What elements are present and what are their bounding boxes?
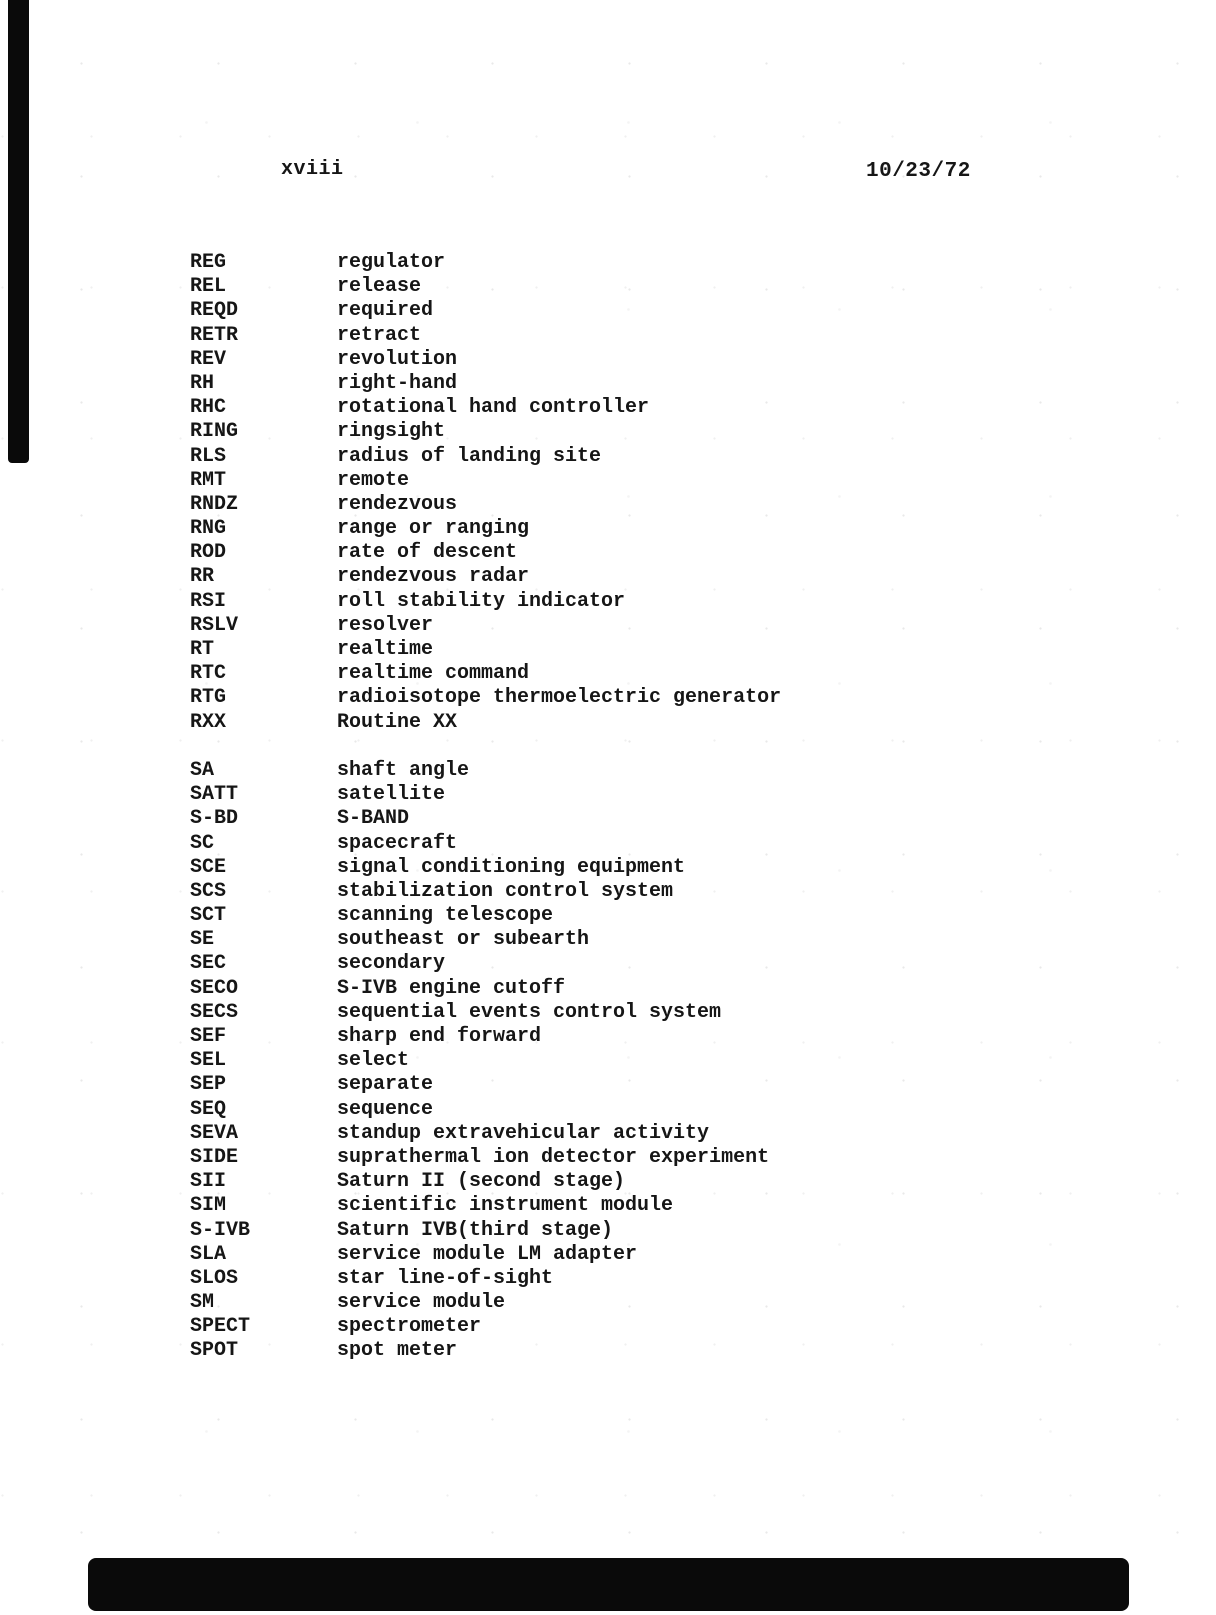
definition: southeast or subearth [337, 928, 590, 952]
abbreviation: RETR [190, 323, 239, 347]
glossary-row [190, 1194, 781, 1218]
definition: spot meter [337, 1339, 458, 1363]
glossary-row [190, 1315, 781, 1339]
abbreviation: RING [190, 420, 239, 444]
glossary-row [190, 1243, 781, 1267]
abbreviation: RH [190, 371, 215, 395]
abbreviation: RT [190, 638, 215, 661]
abbreviation: RLS [190, 444, 227, 468]
definition: select [337, 1049, 410, 1073]
definition: separate [337, 1073, 434, 1097]
glossary-row [190, 807, 781, 831]
abbreviation: SATT [190, 783, 239, 807]
glossary-row [190, 686, 781, 710]
definition: range or ranging [337, 517, 530, 541]
abbreviation: RSLV [190, 613, 239, 637]
definition: satellite [337, 783, 446, 807]
abbreviation: SIM [190, 1194, 227, 1218]
glossary-row [190, 348, 781, 372]
abbreviation: REL [190, 275, 227, 299]
definition: service module [337, 1291, 506, 1315]
definition: rendezvous radar [337, 565, 530, 589]
abbreviation: RXX [190, 710, 227, 734]
abbreviation: SECS [190, 1000, 239, 1024]
definition: rate of descent [337, 541, 518, 565]
abbreviation: SCS [190, 879, 227, 903]
glossary-row [190, 493, 781, 517]
abbreviation: REG [190, 251, 227, 274]
definition: standup extravehicular activity [337, 1121, 710, 1145]
definition: star line-of-sight [337, 1266, 554, 1290]
definition: S-BAND [337, 807, 410, 831]
definition: required [337, 299, 434, 323]
glossary-row [190, 469, 781, 493]
abbreviation: SEL [190, 1049, 227, 1073]
abbreviation: RSI [190, 589, 227, 613]
glossary-row [190, 517, 781, 541]
glossary-row [190, 977, 781, 1001]
abbreviation: RNG [190, 517, 227, 541]
glossary-row [190, 638, 781, 662]
abbreviation: RTC [190, 662, 227, 686]
abbreviation: RMT [190, 468, 227, 492]
definition: signal conditioning equipment [337, 855, 686, 879]
definition: realtime [337, 638, 434, 661]
definition: S-IVB engine cutoff [337, 976, 566, 1000]
glossary-row [190, 396, 781, 420]
definition: ringsight [337, 420, 446, 444]
glossary-row [190, 856, 781, 880]
glossary-row [190, 251, 781, 275]
glossary-row [190, 1001, 781, 1025]
definition: sequence [337, 1097, 434, 1121]
abbreviation: SCT [190, 904, 227, 928]
abbreviation: RHC [190, 396, 227, 420]
definition: Routine XX [337, 710, 458, 734]
definition: radius of landing site [337, 444, 602, 468]
glossary-row [190, 565, 781, 589]
glossary-row [190, 614, 781, 638]
glossary-row [190, 1073, 781, 1097]
definition: scanning telescope [337, 904, 554, 928]
abbreviation: SCE [190, 855, 227, 879]
definition: release [337, 275, 422, 299]
abbreviation: SC [190, 831, 215, 855]
page-number: xviii [281, 158, 344, 181]
glossary-row [190, 372, 781, 396]
glossary-row [190, 1170, 781, 1194]
glossary-row [190, 1219, 781, 1243]
glossary-row [190, 541, 781, 565]
definition: secondary [337, 952, 446, 976]
abbreviation: SPECT [190, 1315, 251, 1339]
definition: radioisotope thermoelectric generator [337, 686, 782, 710]
scan-artifact-bottom-bar [88, 1558, 1129, 1611]
definition: rendezvous [337, 492, 458, 516]
glossary-section-S [190, 759, 781, 1364]
definition: rotational hand controller [337, 396, 650, 420]
abbreviation: RNDZ [190, 492, 239, 516]
glossary-row [190, 759, 781, 783]
abbreviation: REV [190, 347, 227, 371]
abbreviation: RTG [190, 686, 227, 710]
glossary-row [190, 1339, 781, 1363]
glossary-row [190, 1049, 781, 1073]
glossary-row [190, 1122, 781, 1146]
abbreviation: SEQ [190, 1097, 227, 1121]
definition: suprathermal ion detector experiment [337, 1145, 770, 1169]
glossary-row [190, 1146, 781, 1170]
abbreviation: SE [190, 928, 215, 952]
abbreviation: RR [190, 565, 215, 589]
glossary-row [190, 832, 781, 856]
abbreviation: SII [190, 1170, 227, 1194]
definition: scientific instrument module [337, 1194, 674, 1218]
abbreviation: SEF [190, 1025, 227, 1048]
definition: realtime command [337, 662, 530, 686]
glossary-row [190, 275, 781, 299]
abbreviation: SECO [190, 976, 239, 1000]
definition: regulator [337, 251, 446, 274]
abbreviation-glossary [190, 251, 781, 1388]
definition: spacecraft [337, 831, 458, 855]
glossary-row [190, 952, 781, 976]
glossary-row [190, 711, 781, 735]
abbreviation: SM [190, 1291, 215, 1315]
definition: revolution [337, 347, 458, 371]
glossary-row [190, 324, 781, 348]
glossary-row [190, 420, 781, 444]
glossary-row [190, 783, 781, 807]
abbreviation: REQD [190, 299, 239, 323]
definition: spectrometer [337, 1315, 482, 1339]
definition: sharp end forward [337, 1025, 542, 1048]
abbreviation: SEC [190, 952, 227, 976]
abbreviation: SLOS [190, 1266, 239, 1290]
glossary-row [190, 299, 781, 323]
scan-artifact-left-bar [8, 0, 29, 463]
definition: stabilization control system [337, 879, 674, 903]
definition: roll stability indicator [337, 589, 626, 613]
glossary-row [190, 1025, 781, 1049]
definition: shaft angle [337, 758, 470, 782]
glossary-row [190, 445, 781, 469]
glossary-row [190, 590, 781, 614]
glossary-row [190, 880, 781, 904]
definition: service module LM adapter [337, 1242, 638, 1266]
definition: Saturn II (second stage) [337, 1170, 626, 1194]
glossary-row [190, 1098, 781, 1122]
abbreviation: SEVA [190, 1121, 239, 1145]
abbreviation: SPOT [190, 1339, 239, 1363]
glossary-row [190, 904, 781, 928]
abbreviation: SA [190, 758, 215, 782]
document-date: 10/23/72 [866, 160, 971, 183]
glossary-section-R [190, 251, 781, 735]
abbreviation: S-IVB [190, 1218, 251, 1242]
definition: sequential events control system [337, 1000, 722, 1024]
definition: resolver [337, 613, 434, 637]
definition: remote [337, 468, 410, 492]
glossary-row [190, 1291, 781, 1315]
definition: retract [337, 323, 422, 347]
glossary-row [190, 928, 781, 952]
glossary-row [190, 662, 781, 686]
abbreviation: SLA [190, 1242, 227, 1266]
glossary-row [190, 1267, 781, 1291]
abbreviation: ROD [190, 541, 227, 565]
abbreviation: SIDE [190, 1145, 239, 1169]
definition: Saturn IVB(third stage) [337, 1218, 614, 1242]
abbreviation: S-BD [190, 807, 239, 831]
abbreviation: SEP [190, 1073, 227, 1097]
definition: right-hand [337, 371, 458, 395]
